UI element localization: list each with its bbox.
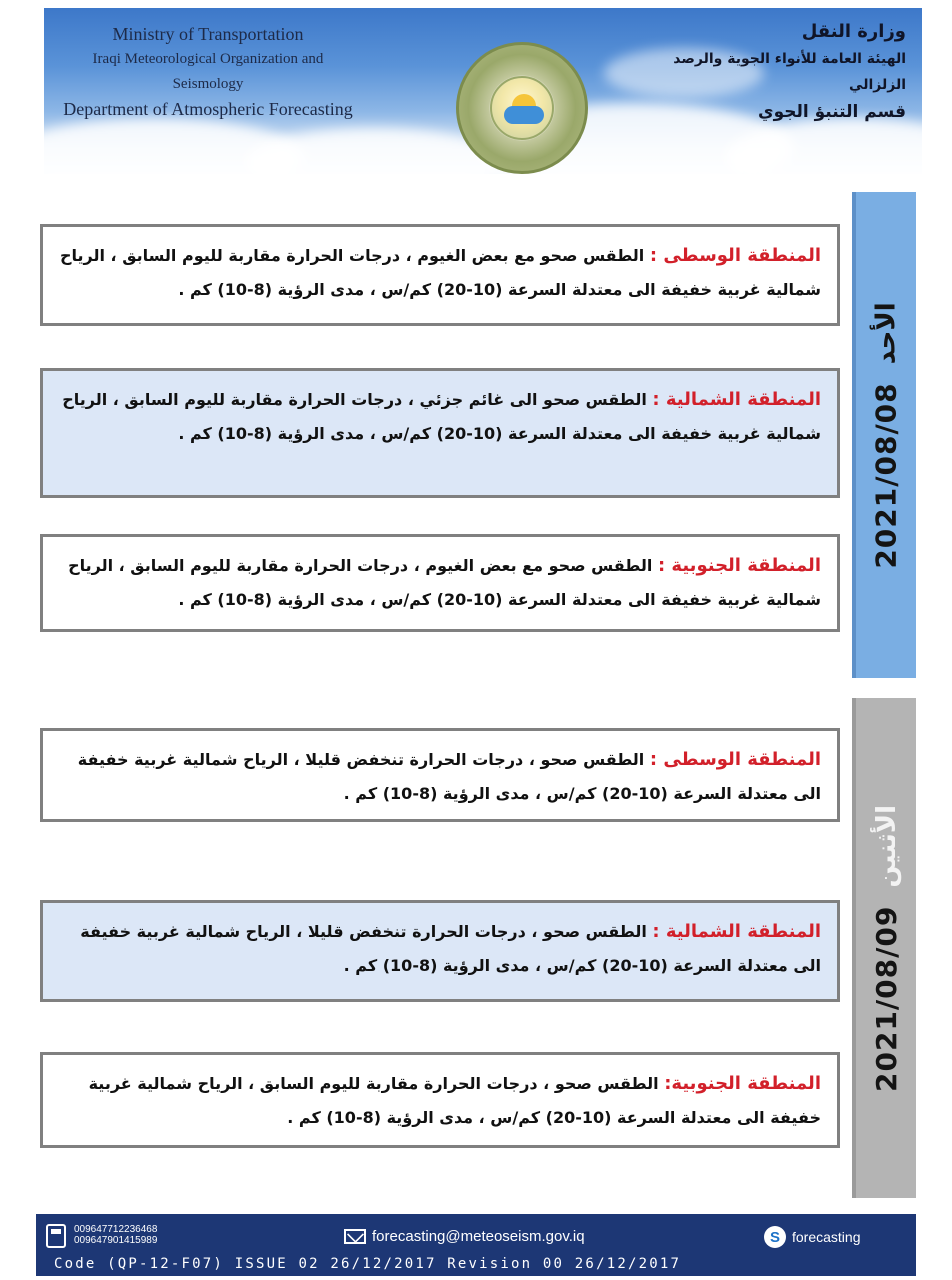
region-label: المنطقة الشمالية : (652, 389, 821, 410)
skype-icon: S (764, 1226, 786, 1248)
forecast-box-central-day-2 (40, 728, 840, 822)
region-label: المنطقة الشمالية : (652, 921, 821, 942)
day-name: الأثنين (871, 804, 902, 888)
date-label: 2021/08/08 (869, 381, 903, 569)
date-label: 2021/08/09 (869, 905, 903, 1092)
ministry-english-block (58, 22, 358, 122)
date-bar-day-1 (852, 192, 916, 678)
forecast-box-south-day-2 (40, 1052, 840, 1148)
region-label: المنطقة الوسطى : (649, 749, 821, 770)
forecast-text: الطقس صحو ، درجات الحرارة مقاربة لليوم السابق ، الرياح شمالية غربية خفيفة الى معتدلة السرعة (10-20) كم/س ، مدى الرؤية (8-10) كم . (88, 1074, 821, 1127)
forecast-box-south-day-1 (40, 534, 840, 632)
day-name: الأحد (871, 301, 901, 364)
forecast-text: الطقس صحو مع بعض الغيوم ، درجات الحرارة مقاربة لليوم السابق ، الرياح شمالية غربية خفيفة الى معتدلة السرعة (10-20) كم/س ، مدى الرؤية (8-10) كم . (68, 556, 821, 609)
ministry-arabic-block (656, 18, 906, 126)
date-bar-day-2 (852, 698, 916, 1198)
forecast-text: الطقس صحو ، درجات الحرارة تنخفض قليلا ، الرياح شمالية غربية خفيفة الى معتدلة السرعة (10-20) كم/س ، مدى الرؤية (8-10) كم . (77, 750, 821, 803)
forecast-text: الطقس صحو الى غائم جزئي ، درجات الحرارة مقاربة لليوم السابق ، الرياح شمالية غربية خفيفة الى معتدلة السرعة (10-20) كم/س ، مدى الرؤية (8-10) كم . (62, 390, 821, 443)
region-label: المنطقة الوسطى : (649, 245, 821, 266)
forecast-box-central-day-1 (40, 224, 840, 326)
phone-numbers (74, 1224, 157, 1246)
department-name-ar: قسم التنبؤ الجوي (758, 102, 906, 122)
forecast-text: الطقس صحو ، درجات الحرارة تنخفض قليلا ، الرياح شمالية غربية خفيفة الى معتدلة السرعة (10-20) كم/س ، مدى الرؤية (8-10) كم . (80, 922, 821, 975)
skype-handle[interactable]: forecasting (792, 1229, 861, 1245)
email-address[interactable]: forecasting@meteoseism.gov.iq (372, 1228, 585, 1245)
ministry-name-en: Ministry of Transportation (112, 24, 304, 44)
mail-icon (344, 1229, 366, 1244)
phone-number-1: 009647712236468 (74, 1224, 158, 1235)
skype-contact[interactable] (764, 1226, 860, 1248)
forecast-box-north-day-1 (40, 368, 840, 498)
phone-icon (46, 1224, 66, 1248)
organization-name-ar: الهيئة العامة للأنواء الجوية والرصد الزلزالي (673, 51, 906, 93)
region-label: المنطقة الجنوبية : (657, 555, 821, 576)
letterhead-banner (44, 8, 922, 174)
email-contact[interactable] (344, 1228, 585, 1245)
document-code-line: Code (QP-12-F07) ISSUE 02 26/12/2017 Revision 00 26/12/2017 (54, 1256, 682, 1272)
ministry-name-ar: وزارة النقل (801, 21, 906, 42)
organization-seal-logo (456, 42, 588, 174)
organization-name-en: Iraqi Meteorological Organization and Seismology (92, 51, 324, 92)
forecast-text: الطقس صحو مع بعض الغيوم ، درجات الحرارة مقاربة لليوم السابق ، الرياح شمالية غربية خفيفة الى معتدلة السرعة (10-20) كم/س ، مدى الرؤية (8-10) كم . (59, 246, 821, 299)
cloud-icon (504, 106, 544, 124)
forecast-box-north-day-2 (40, 900, 840, 1002)
contact-footer (36, 1214, 916, 1276)
department-name-en: Department of Atmospheric Forecasting (63, 99, 353, 119)
phone-number-2: 009647901415989 (74, 1235, 158, 1246)
region-label: المنطقة الجنوبية: (664, 1073, 821, 1094)
